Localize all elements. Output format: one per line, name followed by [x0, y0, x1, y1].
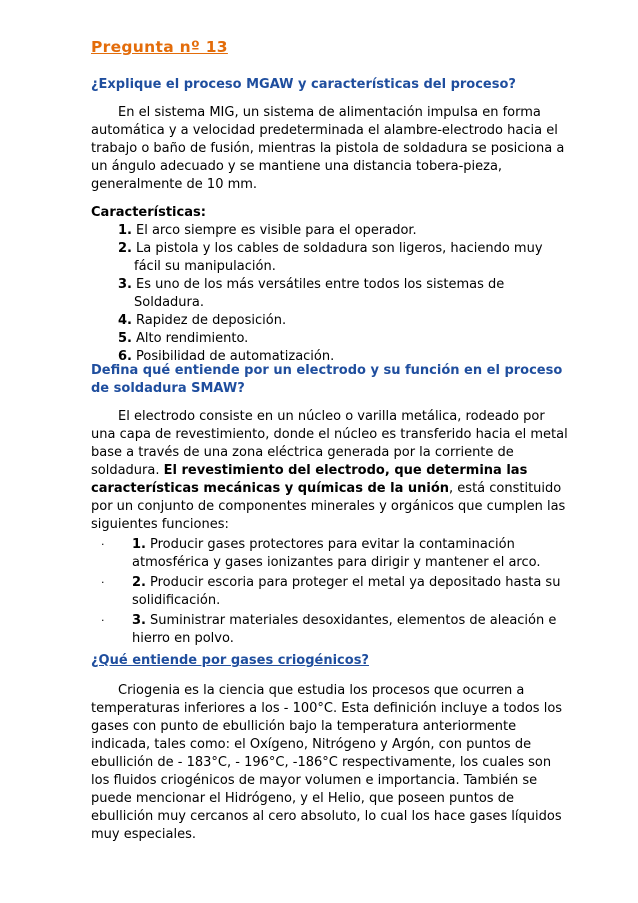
bullet-icon: ·: [101, 614, 105, 627]
list-item: 4. Rapidez de deposición.: [118, 313, 287, 328]
features-list: [118, 222, 569, 366]
bullet-icon: ·: [101, 538, 105, 551]
list-item: 6. Posibilidad de automatización.: [118, 349, 335, 364]
bullet-icon: ·: [101, 576, 105, 589]
features-heading: Características:: [91, 205, 206, 220]
bold-coating-text: El revestimiento del electrodo, que determina las características mecánicas y químicas de la unión: [91, 463, 528, 496]
question-electrode: Defina qué entiende por un electrodo y su función en el proceso de soldadura SMAW?: [91, 363, 563, 396]
paragraph-cryogenic: Criogenia es la ciencia que estudia los procesos que ocurren a temperaturas inferiores a los - 100°C. Esta definición incluye a todos los gases con punto de ebullición bajo la temperatura anteriormente indicada, tales como: el Oxígeno, Nitrógeno y Argón, con puntos de ebullición de - 183°C, - 196°C, -186°C respectivamente, los cuales son los fluidos criogénicos de mayor volumen e importancia. También se puede mencionar el Hidrógeno, y el Helio, que poseen puntos de ebullición muy cercanos al cero absoluto, lo cual los hace gases líquidos muy especiales.: [91, 683, 563, 842]
question-cryogenic: ¿Qué entiende por gases criogénicos?: [91, 653, 369, 668]
functions-list: [101, 536, 569, 650]
paragraph-mig: En el sistema MIG, un sistema de alimentación impulsa en forma automática y a velocidad predeterminada el alambre-electrodo hacia el trabajo o baño de fusión, mientras la pistola de soldadura se posiciona a un ángulo adecuado y se mantiene una distancia tobera-pieza, generalmente de 10 mm.: [91, 105, 565, 192]
list-item: · 3. Suministrar materiales desoxidantes, elementos de aleación e hierro en polvo.: [101, 613, 557, 646]
list-item: 3. Es uno de los más versátiles entre todos los sistemas de Soldadura.: [118, 277, 505, 310]
question-mgaw: ¿Explique el proceso MGAW y características del proceso?: [91, 77, 516, 92]
page-title: Pregunta nº 13: [91, 38, 228, 56]
list-item: · 2. Producir escoria para proteger el metal ya depositado hasta su solidificación.: [101, 575, 561, 608]
list-item: 1. El arco siempre es visible para el operador.: [118, 223, 417, 238]
list-item: · 1. Producir gases protectores para evitar la contaminación atmosférica y gases ionizantes para dirigir y mantener el arco.: [101, 537, 541, 570]
list-item: 5. Alto rendimiento.: [118, 331, 249, 346]
list-item: 2. La pistola y los cables de soldadura son ligeros, haciendo muy fácil su manipulación.: [118, 241, 543, 274]
paragraph-electrode: El electrodo consiste en un núcleo o varilla metálica, rodeado por una capa de revestimiento, donde el núcleo es transferido hacia el metal base a través de una zona eléctrica generada por la corriente de soldadura. El revestimiento del electrodo, que determina las características mecánicas y químicas de la unión, está constituido por un conjunto de componentes minerales y orgánicos que cumplen las siguientes funciones:: [91, 409, 568, 532]
